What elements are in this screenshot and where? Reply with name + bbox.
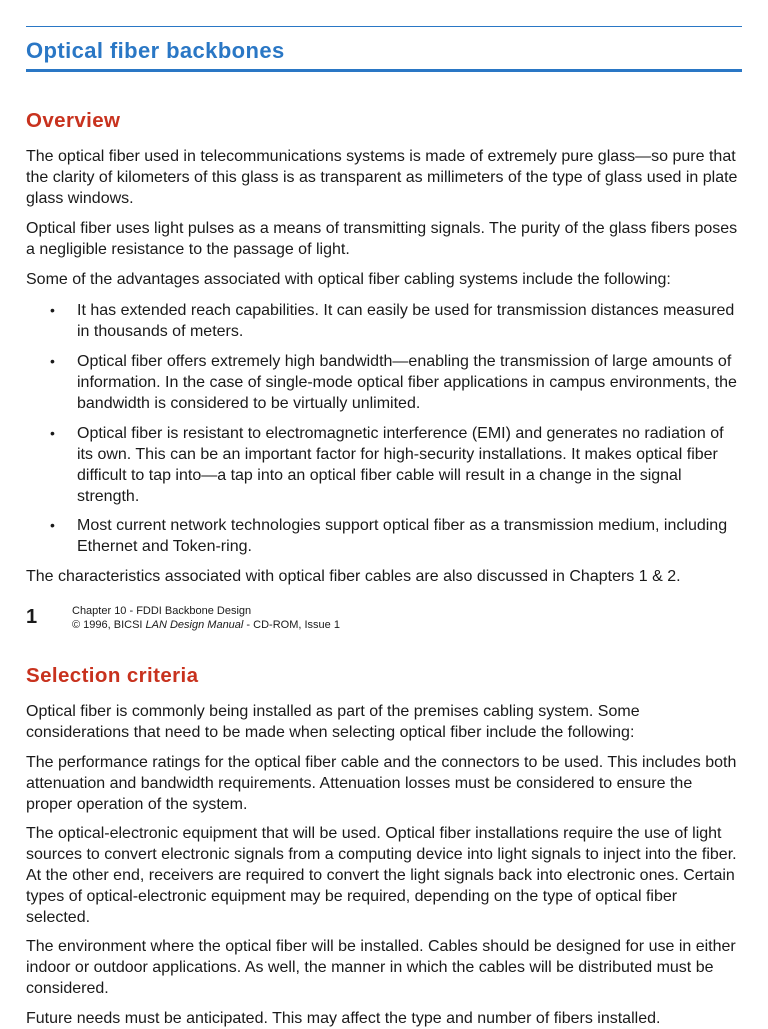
overview-paragraph-4: The characteristics associated with optical fiber cables are also discussed in Chapters 1 & 2. (26, 568, 681, 585)
overview-heading: Overview (26, 109, 121, 132)
selection-paragraph-2: The performance ratings for the optical fiber cable and the connectors to be used. This includes both attenuation and bandwidth requirements. Attenuation losses must be considered to ensure the proper operation of the system. (26, 754, 737, 813)
footer-manual-title: LAN Design Manual (145, 619, 244, 631)
list-item: Most current network technologies support optical fiber as a transmission medium, including Ethernet and Token-ring. (77, 517, 728, 555)
page-number: 1 (26, 606, 38, 628)
footer-copyright (72, 618, 340, 632)
selection-paragraph-5: Future needs must be anticipated. This may affect the type and number of fibers installed. (26, 1010, 661, 1027)
overview-paragraph-3: Some of the advantages associated with optical fiber cabling systems include the following: (26, 271, 671, 288)
list-item: Optical fiber offers extremely high bandwidth—enabling the transmission of large amounts of information. In the case of single-mode optical fiber applications in campus environments, the bandwidth is considered to be virtually unlimited. (77, 353, 737, 412)
list-item: Optical fiber is resistant to electromagnetic interference (EMI) and generates no radiation of its own. This can be an important factor for high-security installations. It makes optical fiber difficult to tap into—a tap into an optical fiber cable will result in a change in the signal strength. (77, 425, 724, 505)
title-underline (26, 69, 742, 72)
page-title: Optical fiber backbones (26, 38, 285, 63)
footer-chapter: Chapter 10 - FDDI Backbone Design (72, 605, 252, 617)
selection-paragraph-1: Optical fiber is commonly being installed as part of the premises cabling system. Some considerations that need to be made when selecting optical fiber include the following: (26, 703, 640, 741)
selection-paragraph-3: The optical-electronic equipment that will be used. Optical fiber installations require the use of light sources to convert electronic signals from a computing device into light signals to inject into the fiber. At the other end, receivers are required to convert the light signals back into electronic ones. Certain types of optical-electronic equipment may be required, depending on the type of optical fiber selected. (26, 825, 737, 926)
top-rule (26, 26, 742, 27)
footer-copyright-suffix: - CD-ROM, Issue 1 (243, 619, 340, 631)
overview-paragraph-1: The optical fiber used in telecommunications systems is made of extremely pure glass—so pure that the clarity of kilometers of this glass is as transparent as millimeters of the type of glass used in plate glass windows. (26, 148, 738, 207)
bullet-marker: • (50, 353, 55, 369)
selection-heading: Selection criteria (26, 664, 199, 687)
list-item: It has extended reach capabilities. It can easily be used for transmission distances measured in thousands of meters. (77, 302, 735, 340)
bullet-marker: • (50, 517, 55, 533)
selection-paragraph-4: The environment where the optical fiber will be installed. Cables should be designed for use in either indoor or outdoor applications. As well, the manner in which the cables will be distributed must be considered. (26, 938, 736, 997)
overview-paragraph-2: Optical fiber uses light pulses as a means of transmitting signals. The purity of the glass fibers poses a negligible resistance to the passage of light. (26, 220, 738, 258)
bullet-marker: • (50, 425, 55, 441)
bullet-marker: • (50, 302, 55, 318)
footer-copyright-prefix: © 1996, BICSI (72, 619, 146, 631)
